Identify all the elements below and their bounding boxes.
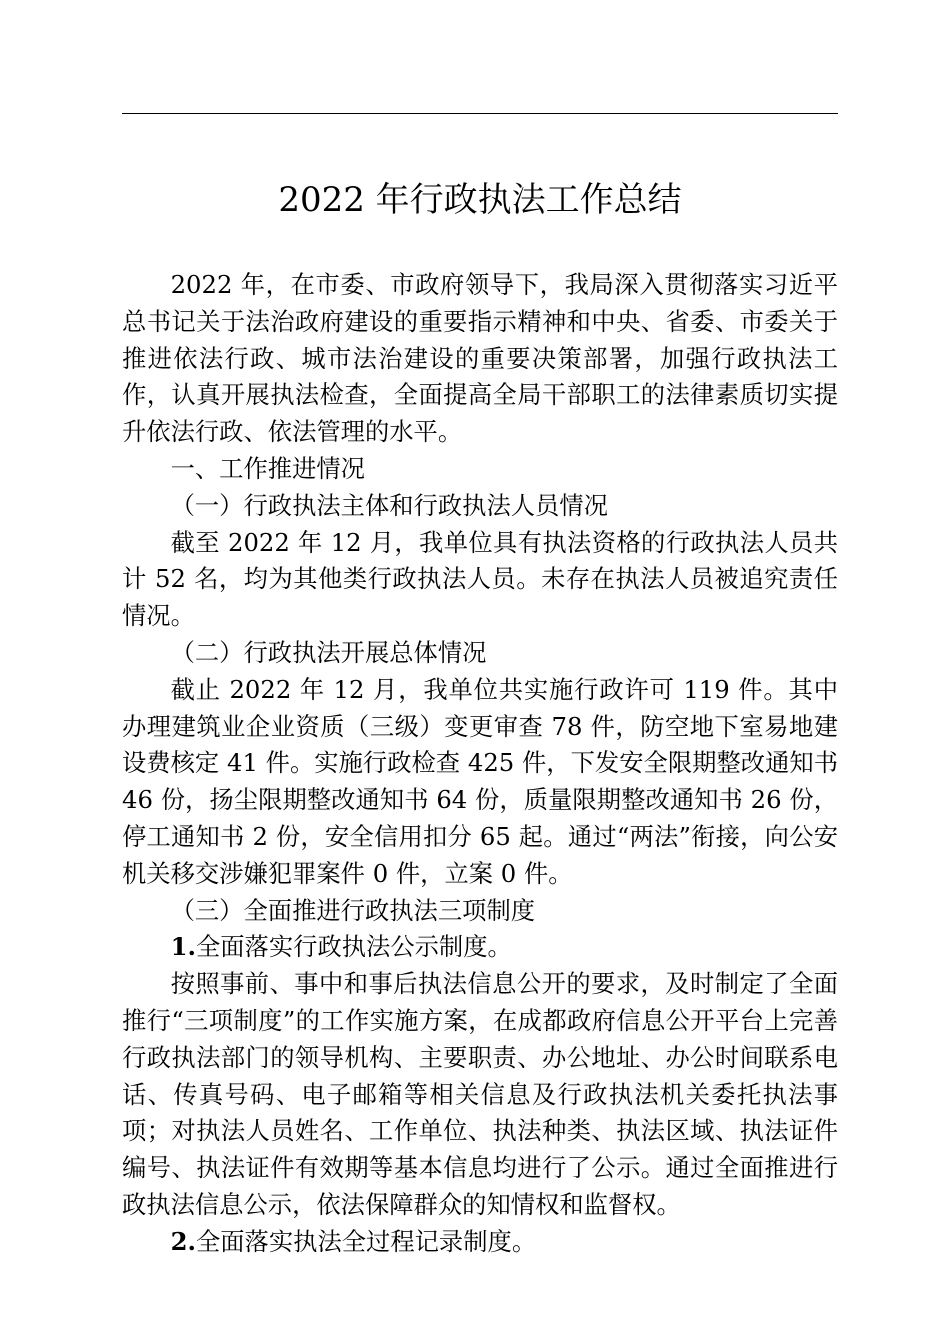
item-text: 全面落实行政执法公示制度。 bbox=[195, 932, 512, 962]
section-heading-1: 一、工作推进情况 bbox=[170, 453, 365, 483]
item-number: 1. bbox=[170, 932, 196, 962]
header-rule bbox=[122, 113, 838, 114]
item-text: 全面落实执法全过程记录制度。 bbox=[195, 1226, 537, 1256]
numbered-item-1 bbox=[122, 929, 838, 966]
intro-paragraph: 2022 年，在市委、市政府领导下，我局深入贯彻落实习近平总书记关于法治政府建设的重要指示精神和中央、省委、市委关于推进依法行政、城市法治建设的重要决策部署，加强行政执法工作，认真开展执法检查，全面提高全局干部职工的法律素质切实提升依法行政、依法管理的水平。 bbox=[122, 270, 838, 447]
personnel-paragraph: 截至 2022 年 12 月，我单位具有执法资格的行政执法人员共计 52 名，均为其他类行政执法人员。未存在执法人员被追究责任情况。 bbox=[122, 527, 838, 631]
item-number: 2. bbox=[170, 1226, 196, 1256]
subsection-heading-2: （二）行政执法开展总体情况 bbox=[170, 637, 487, 667]
subsection-heading-3: （三）全面推进行政执法三项制度 bbox=[170, 895, 536, 925]
document-title: 2022 年行政执法工作总结 bbox=[278, 180, 682, 220]
enforcement-paragraph: 截止 2022 年 12 月，我单位共实施行政许可 119 件。其中办理建筑业企业资质（三级）变更审查 78 件，防空地下室易地建设费核定 41 件。实施行政检查 425 件，下发安全限期整改通知书 46 份，扬尘限期整改通知书 64 份，质量限期整改通知书 26 份，停工通知书 2 份，安全信用扣分 65 起。通过“两法”衔接，向公安机关移交涉嫌犯罪案件 0 件，立案 0 件。 bbox=[122, 674, 838, 888]
numbered-item-2 bbox=[122, 1224, 838, 1261]
disclosure-paragraph: 按照事前、事中和事后执法信息公开的要求，及时制定了全面推行“三项制度”的工作实施方案，在成都政府信息公开平台上完善行政执法部门的领导机构、主要职责、办公地址、办公时间联系电话、传真号码、电子邮箱等相关信息及行政执法机关委托执法事项；对执法人员姓名、工作单位、执法种类、执法区域、执法证件编号、执法证件有效期等基本信息均进行了公示。通过全面推进行政执法信息公示，依法保障群众的知情权和监督权。 bbox=[122, 969, 838, 1219]
subsection-heading-1: （一）行政执法主体和行政执法人员情况 bbox=[170, 490, 608, 520]
document-body bbox=[122, 267, 838, 1261]
